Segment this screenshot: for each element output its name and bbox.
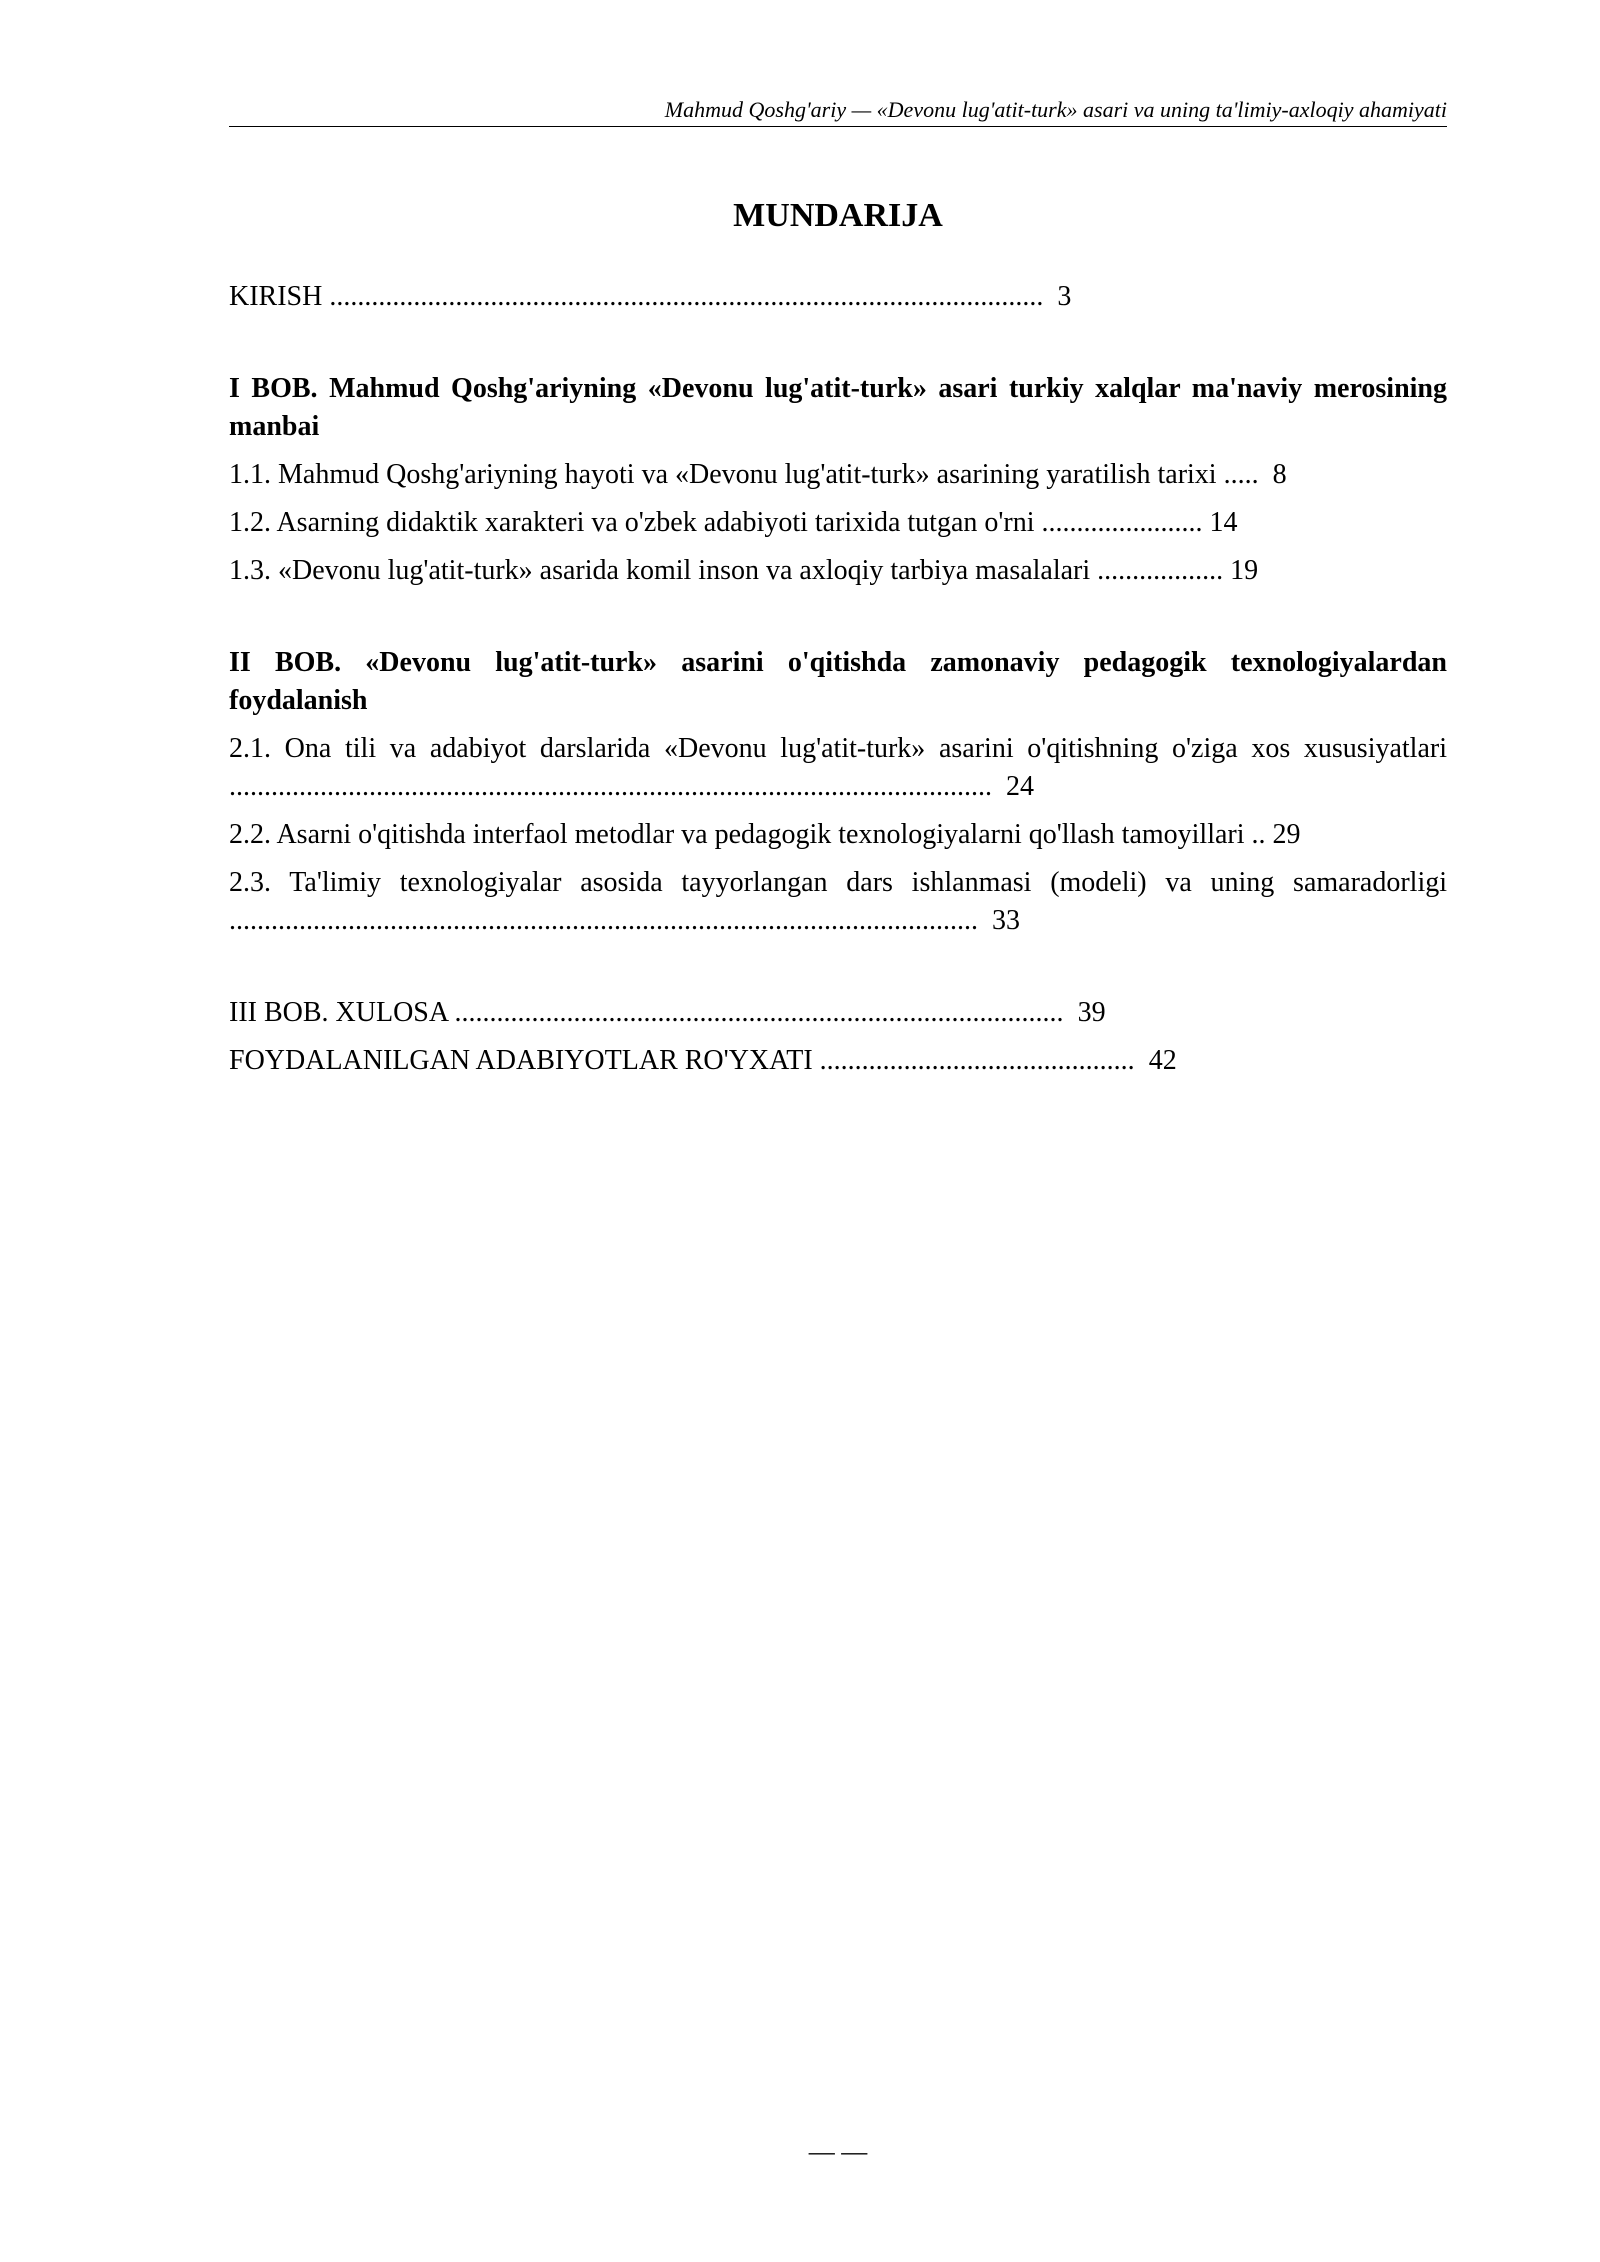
toc-entry-text: 2.1. Ona tili va adabiyot darslarida «Devonu lug'atit-turk» asarini o'qitishning o'ziga xos xususiyatlari ............................................................................................................. [229, 733, 1447, 802]
toc-entry-text: 1.2. Asarning didaktik xarakteri va o'zbek adabiyoti tarixida tutgan o'rni ....................... [229, 507, 1203, 538]
toc-entry-1-1[interactable] [229, 456, 1447, 494]
toc-entry-text: 2.3. Ta'limiy texnologiyalar asosida tayyorlangan dars ishlanmasi (modeli) va uning samaradorligi ........................................................................................................... [229, 867, 1447, 936]
toc-entry-page: 33 [992, 905, 1020, 936]
toc-entry-conclusion[interactable] [229, 994, 1447, 1032]
toc-title: MUNDARIJA [733, 197, 943, 234]
table-of-contents [229, 278, 1447, 1080]
toc-chapter-1-title[interactable]: I BOB. Mahmud Qoshg'ariyning «Devonu lug'atit-turk» asari turkiy xalqlar ma'naviy merosining manbai [229, 373, 1447, 442]
toc-entry-intro[interactable] [229, 278, 1447, 316]
document-page [229, 0, 1447, 2262]
toc-entry-2-3[interactable] [229, 864, 1447, 940]
toc-entry-text: KIRISH ...................................................................................................... [229, 281, 1044, 312]
toc-entry-page: 42 [1148, 1045, 1177, 1076]
toc-entry-text: III BOB. XULOSA ....................................................................................... [229, 997, 1064, 1028]
toc-entry-page: 19 [1230, 555, 1259, 586]
toc-chapter-2-title[interactable]: II BOB. «Devonu lug'atit-turk» asarini o'qitishda zamonaviy pedagogik texnologiyalardan foydalanish [229, 647, 1447, 716]
toc-entry-page: 3 [1057, 281, 1072, 312]
toc-entry-2-1[interactable] [229, 730, 1447, 806]
toc-entry-1-2[interactable] [229, 504, 1447, 542]
toc-entry-text: 1.1. Mahmud Qoshg'ariyning hayoti va «Devonu lug'atit-turk» asarining yaratilish tarixi ..... [229, 459, 1259, 490]
toc-entry-text: FOYDALANILGAN ADABIYOTLAR RO'YXATI ............................................. [229, 1045, 1135, 1076]
toc-entry-bibliography[interactable] [229, 1042, 1447, 1080]
toc-entry-2-2[interactable] [229, 816, 1447, 854]
toc-entry-page: 8 [1272, 459, 1287, 490]
toc-entry-1-3[interactable] [229, 552, 1447, 590]
toc-entry-page: 24 [1006, 771, 1034, 802]
toc-entry-text: 1.3. «Devonu lug'atit-turk» asarida komil inson va axloqiy tarbiya masalalari .................. [229, 555, 1224, 586]
running-header: Mahmud Qoshg'ariy — «Devonu lug'atit-turk» asari va uning ta'limiy-axloqiy ahamiyati [664, 97, 1447, 122]
toc-entry-text: 2.2. Asarni o'qitishda interfaol metodlar va pedagogik texnologiyalarni qo'llash tamoyillari .. [229, 819, 1266, 850]
page-number-marker: — — [808, 2137, 868, 2166]
header-rule [229, 126, 1447, 127]
toc-entry-page: 29 [1272, 819, 1301, 850]
toc-entry-page: 14 [1209, 507, 1238, 538]
toc-entry-page: 39 [1077, 997, 1106, 1028]
